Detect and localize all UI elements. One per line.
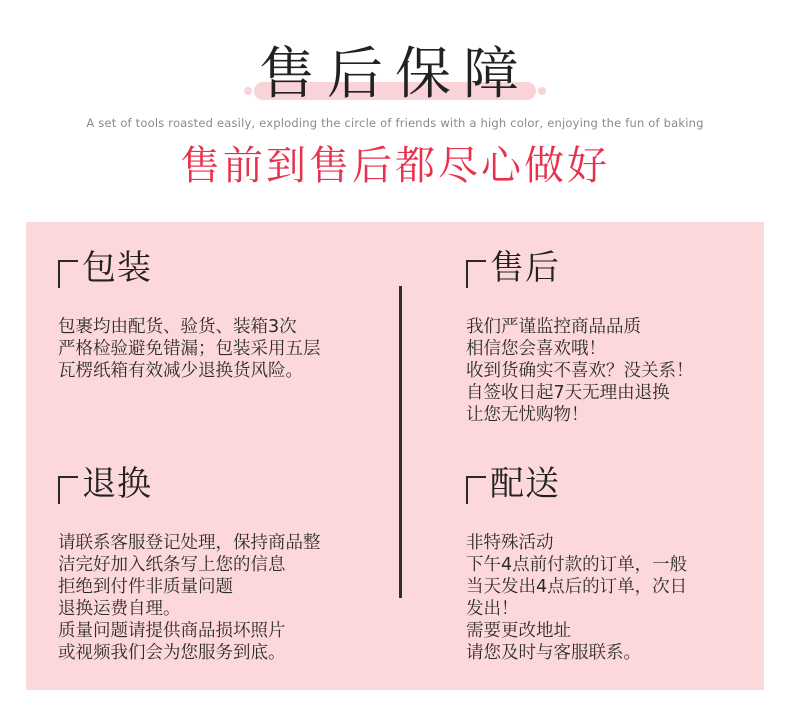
bracket-icon bbox=[466, 260, 486, 288]
panel-divider bbox=[399, 286, 402, 598]
section-returns-line: 退换运费自理。 bbox=[58, 599, 181, 619]
section-after-sales-line: 让您无忧购物！ bbox=[466, 405, 589, 425]
title-area bbox=[0, 40, 790, 110]
section-delivery-line: 需要更改地址 bbox=[466, 621, 571, 641]
section-delivery bbox=[466, 462, 687, 664]
section-returns-line: 质量问题请提供商品损坏照片 bbox=[58, 621, 286, 641]
section-delivery-line: 发出！ bbox=[466, 599, 519, 619]
section-after-sales-header bbox=[466, 246, 694, 292]
page-subtitle: A set of tools roasted easily, exploding the circle of friends with a high color, enjoying the fun of baking bbox=[86, 116, 704, 130]
slogan: 售前到售后都尽心做好 bbox=[180, 143, 610, 189]
section-delivery-line: 非特殊活动 bbox=[466, 533, 554, 553]
section-returns-line: 洁完好加入纸条写上您的信息 bbox=[58, 555, 286, 575]
section-after-sales-line: 我们严谨监控商品品质 bbox=[466, 317, 641, 337]
section-packaging bbox=[58, 246, 321, 382]
section-returns bbox=[58, 462, 321, 664]
section-returns-line: 拒绝到付件非质量问题 bbox=[58, 577, 233, 597]
section-after-sales-line: 自签收日起7天无理由退换 bbox=[466, 383, 670, 403]
section-after-sales-title: 售后 bbox=[490, 248, 560, 288]
section-after-sales-line: 相信您会喜欢哦！ bbox=[466, 339, 606, 359]
bracket-icon bbox=[58, 260, 78, 288]
section-delivery-line: 下午4点前付款的订单，一般 bbox=[466, 555, 688, 575]
section-packaging-line: 严格检验避免错漏；包装采用五层 bbox=[58, 339, 321, 359]
section-returns-header bbox=[58, 462, 321, 508]
section-after-sales-body bbox=[466, 316, 694, 426]
page-title: 售后保障 bbox=[259, 42, 531, 107]
section-delivery-line: 请您及时与客服联系。 bbox=[466, 643, 641, 663]
section-delivery-line: 当天发出4点后的订单，次日 bbox=[466, 577, 688, 597]
section-delivery-title: 配送 bbox=[490, 464, 560, 504]
section-after-sales bbox=[466, 246, 694, 426]
section-packaging-line: 包裹均由配货、验货、装箱3次 bbox=[58, 317, 297, 337]
section-packaging-header bbox=[58, 246, 321, 292]
section-after-sales-line: 收到货确实不喜欢？没关系！ bbox=[466, 361, 694, 381]
section-packaging-body bbox=[58, 316, 321, 382]
section-returns-body bbox=[58, 532, 321, 664]
section-packaging-title: 包装 bbox=[82, 248, 152, 288]
section-returns-line: 请联系客服登记处理，保持商品整 bbox=[58, 533, 321, 553]
bracket-icon bbox=[58, 476, 78, 504]
section-delivery-header bbox=[466, 462, 687, 508]
section-returns-title: 退换 bbox=[82, 464, 152, 504]
section-delivery-body bbox=[466, 532, 687, 664]
bracket-icon bbox=[466, 476, 486, 504]
section-packaging-line: 瓦楞纸箱有效减少退换货风险。 bbox=[58, 361, 303, 381]
section-returns-line: 或视频我们会为您服务到底。 bbox=[58, 643, 286, 663]
